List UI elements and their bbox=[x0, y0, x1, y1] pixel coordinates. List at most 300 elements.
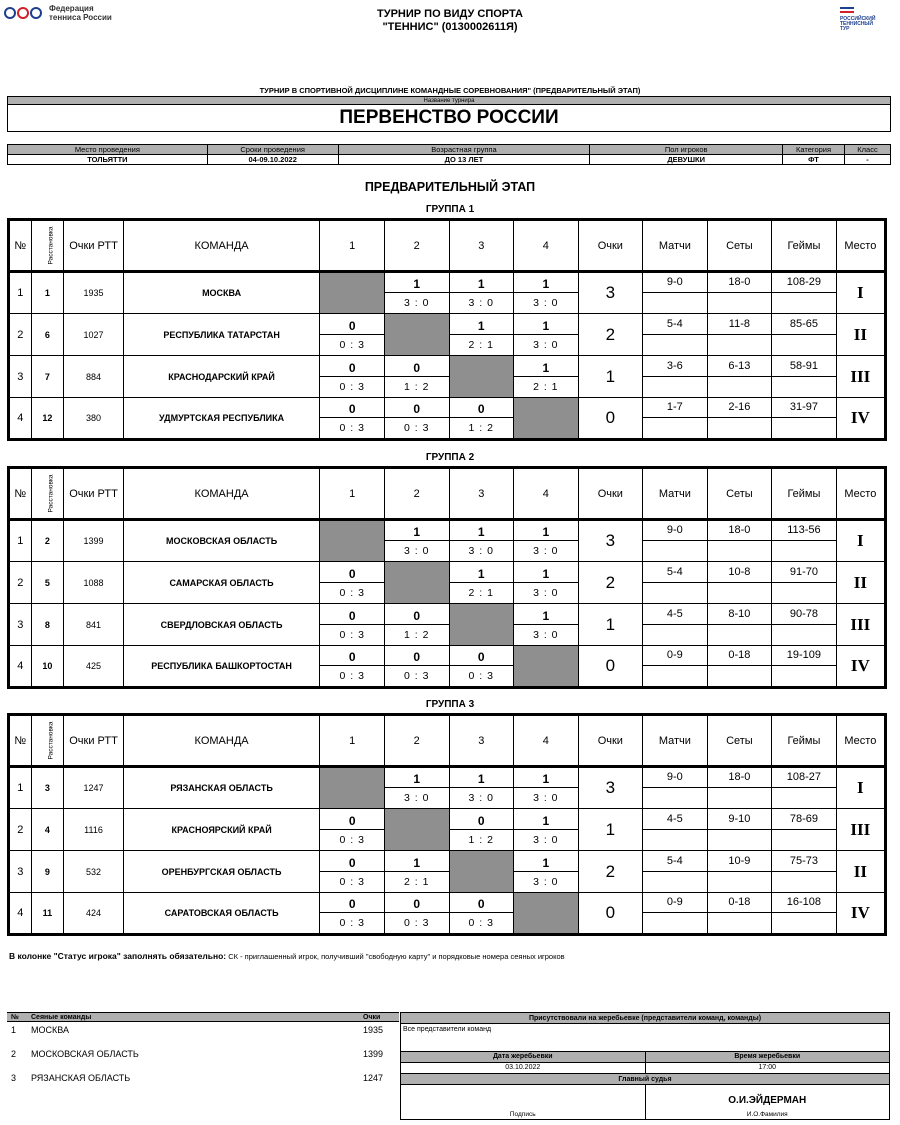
team-matches-cell bbox=[643, 398, 708, 440]
blank-subcell bbox=[643, 293, 707, 313]
team-matches-cell bbox=[643, 272, 708, 314]
blank-subcell bbox=[708, 625, 772, 645]
col-sets-header: Сеты bbox=[707, 715, 772, 767]
group-table bbox=[7, 466, 887, 689]
match-win-flag: 0 bbox=[320, 852, 384, 872]
match-win-flag: 1 bbox=[514, 315, 578, 335]
team-name: РЕСПУБЛИКА БАШКОРТОСТАН bbox=[123, 646, 320, 688]
team-matches: 4-5 bbox=[643, 605, 707, 625]
match-win-flag: 0 bbox=[385, 893, 449, 913]
col-2-header: 2 bbox=[384, 468, 449, 520]
match-win-flag: 1 bbox=[450, 768, 514, 788]
match-score: 3 : 0 bbox=[404, 545, 430, 557]
match-score: 3 : 0 bbox=[468, 545, 494, 557]
team-games-cell bbox=[772, 520, 837, 562]
document-title bbox=[0, 8, 900, 34]
self-match-cell bbox=[320, 520, 385, 562]
gender-caption: Пол игроков bbox=[590, 145, 783, 155]
rtt-points: 1027 bbox=[64, 314, 123, 356]
match-win-flag: 0 bbox=[320, 563, 384, 583]
team-sets-cell bbox=[707, 398, 772, 440]
blank-subcell bbox=[772, 830, 836, 850]
team-place: I bbox=[836, 272, 885, 314]
match-score: 3 : 0 bbox=[533, 792, 559, 804]
seed-number: 1 bbox=[31, 272, 64, 314]
col-1-header: 1 bbox=[320, 220, 385, 272]
blank-subcell bbox=[643, 913, 707, 933]
team-row bbox=[9, 809, 886, 851]
blank-subcell bbox=[708, 377, 772, 397]
team-place: IV bbox=[836, 646, 885, 688]
blank-subcell bbox=[772, 666, 836, 686]
match-result-cell bbox=[514, 520, 579, 562]
col-rtt-header: Очки РТТ bbox=[64, 468, 123, 520]
blank-subcell bbox=[772, 788, 836, 808]
match-win-flag: 0 bbox=[450, 810, 514, 830]
judge-name: О.И.ЭЙДЕРМАН bbox=[728, 1095, 807, 1106]
match-win-flag: 1 bbox=[514, 563, 578, 583]
match-win-flag: 0 bbox=[320, 357, 384, 377]
team-sets: 18-0 bbox=[708, 768, 772, 788]
team-games: 113-56 bbox=[772, 521, 836, 541]
team-matches: 5-4 bbox=[643, 852, 707, 872]
tournament-name-box bbox=[7, 96, 891, 132]
title-line2: "ТЕННИС" (0130002611Я) bbox=[382, 21, 518, 33]
blank-subcell bbox=[708, 913, 772, 933]
match-result-cell bbox=[449, 562, 514, 604]
blank-subcell bbox=[643, 872, 707, 892]
blank-subcell bbox=[643, 666, 707, 686]
team-sets-cell bbox=[707, 893, 772, 935]
seeded-points: 1399 bbox=[363, 1048, 384, 1059]
blank-subcell bbox=[643, 335, 707, 355]
draw-info-box bbox=[400, 1012, 890, 1120]
team-row bbox=[9, 314, 886, 356]
col-2-header: 2 bbox=[384, 715, 449, 767]
blank-subcell bbox=[708, 583, 772, 603]
col-num-header: № bbox=[9, 220, 32, 272]
team-sets: 0-18 bbox=[708, 646, 772, 666]
seeded-num-header: № bbox=[7, 1013, 27, 1022]
team-points: 3 bbox=[578, 767, 643, 809]
team-sets-cell bbox=[707, 809, 772, 851]
col-matches-header: Матчи bbox=[643, 715, 708, 767]
team-name: САМАРСКАЯ ОБЛАСТЬ bbox=[123, 562, 320, 604]
seed-header-label: Расстановка bbox=[47, 721, 55, 760]
team-games: 75-73 bbox=[772, 852, 836, 872]
seed-number: 6 bbox=[31, 314, 64, 356]
team-sets-cell bbox=[707, 604, 772, 646]
team-games: 78-69 bbox=[772, 810, 836, 830]
self-match-cell bbox=[449, 851, 514, 893]
seeded-num: 2 bbox=[11, 1048, 17, 1059]
self-match-cell bbox=[320, 272, 385, 314]
team-row bbox=[9, 520, 886, 562]
team-sets: 18-0 bbox=[708, 273, 772, 293]
match-score: 1 : 2 bbox=[404, 628, 430, 641]
category-caption: Категория bbox=[783, 145, 845, 155]
rtt-points: 884 bbox=[64, 356, 123, 398]
match-win-flag: 1 bbox=[514, 810, 578, 830]
stage-title: ПРЕДВАРИТЕЛЬНЫЙ ЭТАП bbox=[364, 180, 536, 194]
seeded-row bbox=[7, 1022, 399, 1046]
team-points: 3 bbox=[578, 520, 643, 562]
match-result-cell bbox=[449, 398, 514, 440]
match-score: 0 : 3 bbox=[468, 917, 494, 929]
match-win-flag: 1 bbox=[514, 605, 578, 625]
team-matches: 9-0 bbox=[643, 273, 707, 293]
seeded-points-header: Очки bbox=[359, 1013, 399, 1022]
col-matches-header: Матчи bbox=[643, 468, 708, 520]
match-result-cell bbox=[384, 398, 449, 440]
match-score: 0 : 3 bbox=[339, 338, 365, 351]
match-win-flag: 0 bbox=[320, 893, 384, 913]
team-sets: 0-18 bbox=[708, 893, 772, 913]
match-score: 0 : 3 bbox=[339, 670, 365, 682]
match-result-cell bbox=[449, 809, 514, 851]
team-matches-cell bbox=[643, 604, 708, 646]
gender-value: ДЕВУШКИ bbox=[590, 155, 783, 165]
team-points: 3 bbox=[578, 272, 643, 314]
match-result-cell bbox=[449, 646, 514, 688]
discipline-subtitle: ТУРНИР В СПОРТИВНОЙ ДИСЦИПЛИНЕ КОМАНДНЫЕ СОРЕВНОВАНИЯ" (ПРЕДВАРИТЕЛЬНЫЙ ЭТАП) bbox=[259, 86, 641, 95]
match-result-cell bbox=[320, 562, 385, 604]
team-matches: 4-5 bbox=[643, 810, 707, 830]
status-note-bold: В колонке "Статус игрока" заполнять обязательно: bbox=[9, 951, 227, 961]
match-win-flag: 1 bbox=[385, 273, 449, 293]
match-result-cell bbox=[320, 314, 385, 356]
blank-subcell bbox=[708, 418, 772, 438]
team-row bbox=[9, 767, 886, 809]
team-points: 0 bbox=[578, 893, 643, 935]
federation-name-line1: Федерация bbox=[49, 4, 94, 13]
blank-subcell bbox=[708, 788, 772, 808]
signature-label: Подпись bbox=[509, 1111, 536, 1118]
team-matches-cell bbox=[643, 767, 708, 809]
self-match-cell bbox=[449, 604, 514, 646]
signature-field bbox=[401, 1085, 645, 1119]
match-result-cell bbox=[449, 272, 514, 314]
col-team-header: КОМАНДА bbox=[123, 715, 320, 767]
seeded-points: 1247 bbox=[363, 1072, 384, 1083]
self-match-cell bbox=[514, 646, 579, 688]
judge-name-field bbox=[645, 1085, 890, 1119]
match-result-cell bbox=[514, 356, 579, 398]
match-result-cell bbox=[320, 893, 385, 935]
row-number: 4 bbox=[9, 646, 32, 688]
team-name: РЕСПУБЛИКА ТАТАРСТАН bbox=[123, 314, 320, 356]
col-matches-header: Матчи bbox=[643, 220, 708, 272]
team-place: III bbox=[836, 356, 885, 398]
seed-number: 11 bbox=[31, 893, 64, 935]
match-result-cell bbox=[384, 356, 449, 398]
col-sets-header: Сеты bbox=[707, 468, 772, 520]
rtt-points: 425 bbox=[64, 646, 123, 688]
team-name: МОСКОВСКАЯ ОБЛАСТЬ bbox=[123, 520, 320, 562]
team-place: II bbox=[836, 314, 885, 356]
team-row bbox=[9, 604, 886, 646]
col-seed-header bbox=[31, 715, 64, 767]
row-number: 2 bbox=[9, 562, 32, 604]
match-win-flag: 0 bbox=[320, 315, 384, 335]
team-matches: 0-9 bbox=[643, 646, 707, 666]
draw-date: 03.10.2022 bbox=[505, 1064, 541, 1071]
match-score: 3 : 0 bbox=[404, 297, 430, 309]
tournament-name-caption: Название турнира bbox=[8, 97, 890, 105]
blank-subcell bbox=[772, 418, 836, 438]
match-score: 0 : 3 bbox=[339, 586, 365, 599]
rtt-line3: ТУР bbox=[840, 26, 850, 32]
match-result-cell bbox=[514, 767, 579, 809]
blank-subcell bbox=[708, 293, 772, 313]
self-match-cell bbox=[384, 562, 449, 604]
self-match-cell bbox=[384, 809, 449, 851]
match-win-flag: 0 bbox=[450, 646, 514, 666]
row-number: 3 bbox=[9, 851, 32, 893]
team-matches: 9-0 bbox=[643, 768, 707, 788]
col-place-header: Место bbox=[836, 220, 885, 272]
match-score: 1 : 2 bbox=[468, 833, 494, 846]
rtt-points: 1088 bbox=[64, 562, 123, 604]
match-score: 0 : 3 bbox=[339, 917, 365, 929]
seed-number: 10 bbox=[31, 646, 64, 688]
team-points: 2 bbox=[578, 851, 643, 893]
team-games: 19-109 bbox=[772, 646, 836, 666]
team-matches-cell bbox=[643, 314, 708, 356]
team-sets-cell bbox=[707, 562, 772, 604]
blank-subcell bbox=[772, 377, 836, 397]
match-result-cell bbox=[514, 604, 579, 646]
team-row bbox=[9, 646, 886, 688]
team-games-cell bbox=[772, 893, 837, 935]
team-games-cell bbox=[772, 398, 837, 440]
seeded-num: 1 bbox=[11, 1025, 17, 1035]
team-points: 1 bbox=[578, 356, 643, 398]
blank-subcell bbox=[772, 872, 836, 892]
blank-subcell bbox=[643, 625, 707, 645]
blank-subcell bbox=[708, 872, 772, 892]
team-matches: 1-7 bbox=[643, 398, 707, 418]
team-row bbox=[9, 893, 886, 935]
match-score: 0 : 3 bbox=[339, 833, 365, 846]
match-score: 0 : 3 bbox=[339, 628, 365, 641]
match-score: 0 : 3 bbox=[404, 917, 430, 929]
team-matches-cell bbox=[643, 562, 708, 604]
seeded-teams-table bbox=[7, 1012, 399, 1094]
team-name: КРАСНОЯРСКИЙ КРАЙ bbox=[123, 809, 320, 851]
class-value: - bbox=[845, 155, 891, 165]
col-3-header: 3 bbox=[449, 468, 514, 520]
match-score: 0 : 3 bbox=[339, 875, 365, 888]
match-score: 0 : 3 bbox=[339, 422, 365, 434]
seed-number: 12 bbox=[31, 398, 64, 440]
match-score: 3 : 0 bbox=[533, 338, 559, 351]
team-sets: 10-9 bbox=[708, 852, 772, 872]
col-team-header: КОМАНДА bbox=[123, 468, 320, 520]
match-score: 1 : 2 bbox=[468, 422, 494, 434]
col-2-header: 2 bbox=[384, 220, 449, 272]
col-team-header: КОМАНДА bbox=[123, 220, 320, 272]
team-games-cell bbox=[772, 851, 837, 893]
seed-number: 8 bbox=[31, 604, 64, 646]
rtt-line2: ТЕННИСНЫЙ bbox=[840, 21, 873, 27]
match-result-cell bbox=[320, 604, 385, 646]
team-name: КРАСНОДАРСКИЙ КРАЙ bbox=[123, 356, 320, 398]
draw-attendees: Все представители команд bbox=[401, 1024, 889, 1052]
team-name: СВЕРДЛОВСКАЯ ОБЛАСТЬ bbox=[123, 604, 320, 646]
col-num-header: № bbox=[9, 715, 32, 767]
match-result-cell bbox=[384, 851, 449, 893]
seeded-team: МОСКВА bbox=[31, 1025, 69, 1035]
age-caption: Возрастная группа bbox=[338, 145, 590, 155]
blank-subcell bbox=[708, 830, 772, 850]
age-value: ДО 13 ЛЕТ bbox=[338, 155, 590, 165]
team-games: 31-97 bbox=[772, 398, 836, 418]
match-score: 3 : 0 bbox=[533, 875, 559, 888]
match-result-cell bbox=[320, 851, 385, 893]
col-4-header: 4 bbox=[514, 468, 579, 520]
team-sets-cell bbox=[707, 646, 772, 688]
col-4-header: 4 bbox=[514, 220, 579, 272]
col-sets-header: Сеты bbox=[707, 220, 772, 272]
seeded-team: РЯЗАНСКАЯ ОБЛАСТЬ bbox=[31, 1072, 131, 1083]
match-result-cell bbox=[320, 356, 385, 398]
team-place: II bbox=[836, 851, 885, 893]
seed-number: 7 bbox=[31, 356, 64, 398]
team-points: 2 bbox=[578, 314, 643, 356]
team-sets-cell bbox=[707, 520, 772, 562]
team-row bbox=[9, 272, 886, 314]
team-games-cell bbox=[772, 272, 837, 314]
team-name: УДМУРТСКАЯ РЕСПУБЛИКА bbox=[123, 398, 320, 440]
team-games-cell bbox=[772, 809, 837, 851]
team-points: 1 bbox=[578, 604, 643, 646]
col-num-header: № bbox=[9, 468, 32, 520]
col-seed-header bbox=[31, 468, 64, 520]
status-note bbox=[9, 951, 565, 961]
match-score: 0 : 3 bbox=[404, 422, 430, 434]
rtt-flag-icon bbox=[840, 7, 854, 17]
team-games: 91-70 bbox=[772, 563, 836, 583]
self-match-cell bbox=[449, 356, 514, 398]
match-score: 2 : 1 bbox=[533, 380, 559, 393]
col-4-header: 4 bbox=[514, 715, 579, 767]
col-1-header: 1 bbox=[320, 468, 385, 520]
page-header bbox=[0, 0, 900, 40]
rtt-points: 1116 bbox=[64, 809, 123, 851]
blank-subcell bbox=[708, 335, 772, 355]
team-sets: 11-8 bbox=[708, 315, 772, 335]
blank-subcell bbox=[708, 666, 772, 686]
dates-value: 04-09.10.2022 bbox=[207, 155, 338, 165]
row-number: 2 bbox=[9, 314, 32, 356]
self-match-cell bbox=[320, 767, 385, 809]
seed-number: 9 bbox=[31, 851, 64, 893]
col-points-header: Очки bbox=[578, 715, 643, 767]
team-points: 0 bbox=[578, 646, 643, 688]
team-sets: 9-10 bbox=[708, 810, 772, 830]
group-table bbox=[7, 713, 887, 936]
team-sets: 6-13 bbox=[708, 357, 772, 377]
match-win-flag: 1 bbox=[514, 768, 578, 788]
team-games-cell bbox=[772, 604, 837, 646]
match-win-flag: 0 bbox=[320, 605, 384, 625]
match-win-flag: 0 bbox=[450, 893, 514, 913]
team-games: 108-29 bbox=[772, 273, 836, 293]
seed-number: 4 bbox=[31, 809, 64, 851]
team-row bbox=[9, 398, 886, 440]
blank-subcell bbox=[772, 913, 836, 933]
team-matches: 5-4 bbox=[643, 563, 707, 583]
row-number: 3 bbox=[9, 356, 32, 398]
match-result-cell bbox=[384, 646, 449, 688]
col-rtt-header: Очки РТТ bbox=[64, 715, 123, 767]
blank-subcell bbox=[772, 583, 836, 603]
blank-subcell bbox=[643, 583, 707, 603]
match-score: 0 : 3 bbox=[404, 670, 430, 682]
match-score: 3 : 0 bbox=[533, 297, 559, 309]
self-match-cell bbox=[384, 314, 449, 356]
match-result-cell bbox=[384, 893, 449, 935]
group-title: ГРУППА 3 bbox=[425, 699, 475, 710]
match-result-cell bbox=[384, 767, 449, 809]
team-sets-cell bbox=[707, 272, 772, 314]
col-seed-header bbox=[31, 220, 64, 272]
blank-subcell bbox=[643, 377, 707, 397]
team-place: III bbox=[836, 604, 885, 646]
row-number: 2 bbox=[9, 809, 32, 851]
row-number: 3 bbox=[9, 604, 32, 646]
team-games-cell bbox=[772, 356, 837, 398]
match-score: 3 : 0 bbox=[533, 586, 559, 599]
team-points: 0 bbox=[578, 398, 643, 440]
blank-subcell bbox=[772, 625, 836, 645]
team-place: I bbox=[836, 520, 885, 562]
match-result-cell bbox=[449, 767, 514, 809]
seeded-team-header: Сеяные команды bbox=[27, 1013, 359, 1022]
rtt-points: 841 bbox=[64, 604, 123, 646]
match-win-flag: 1 bbox=[450, 563, 514, 583]
team-matches-cell bbox=[643, 809, 708, 851]
match-score: 2 : 1 bbox=[404, 875, 430, 888]
team-games-cell bbox=[772, 314, 837, 356]
draw-time-caption: Время жеребьевки bbox=[645, 1052, 890, 1062]
col-games-header: Геймы bbox=[772, 468, 837, 520]
match-result-cell bbox=[514, 562, 579, 604]
match-score: 3 : 0 bbox=[533, 628, 559, 641]
draw-time: 17:00 bbox=[645, 1063, 890, 1073]
rtt-points: 532 bbox=[64, 851, 123, 893]
match-win-flag: 1 bbox=[514, 273, 578, 293]
match-score: 3 : 0 bbox=[533, 833, 559, 846]
match-result-cell bbox=[384, 604, 449, 646]
match-result-cell bbox=[514, 809, 579, 851]
match-score: 3 : 0 bbox=[404, 792, 430, 804]
team-matches-cell bbox=[643, 893, 708, 935]
chief-judge-caption: Главный судья bbox=[401, 1074, 889, 1085]
seeded-num: 3 bbox=[11, 1072, 17, 1083]
team-matches-cell bbox=[643, 851, 708, 893]
match-score: 3 : 0 bbox=[468, 792, 494, 804]
team-name: ОРЕНБУРГСКАЯ ОБЛАСТЬ bbox=[123, 851, 320, 893]
venue-value: ТОЛЬЯТТИ bbox=[8, 155, 208, 165]
col-games-header: Геймы bbox=[772, 220, 837, 272]
tournament-name: ПЕРВЕНСТВО РОССИИ bbox=[339, 107, 559, 128]
blank-subcell bbox=[772, 541, 836, 561]
judge-name-label: И.О.Фамилия bbox=[746, 1111, 788, 1118]
team-place: IV bbox=[836, 398, 885, 440]
match-win-flag: 1 bbox=[385, 521, 449, 541]
